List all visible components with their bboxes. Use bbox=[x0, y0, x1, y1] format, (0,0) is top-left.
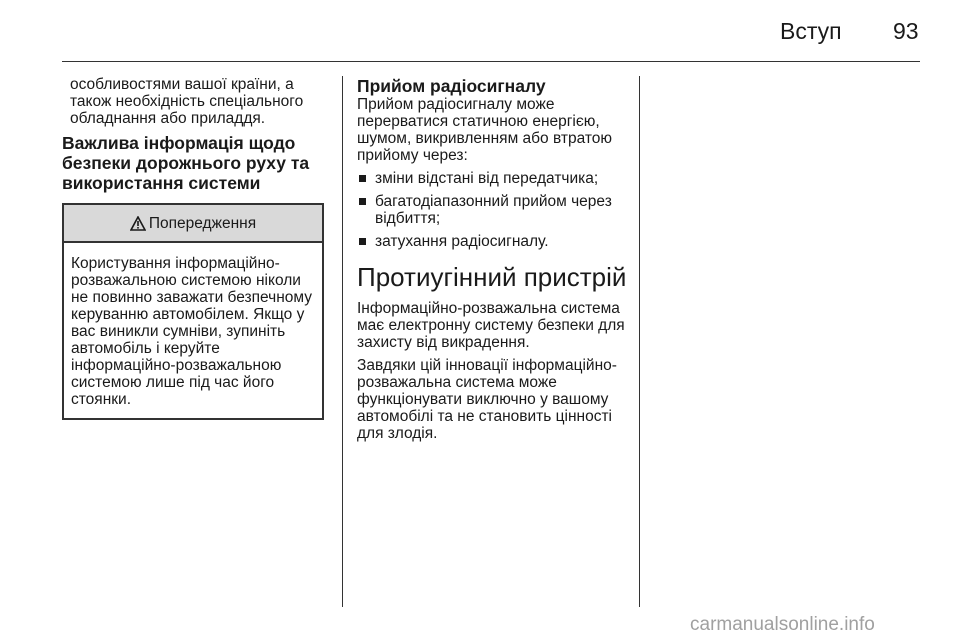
column-divider-right bbox=[639, 76, 640, 607]
warning-box bbox=[62, 203, 324, 420]
header-divider bbox=[62, 61, 920, 62]
square-bullet-icon bbox=[359, 238, 366, 245]
warning-text: Користування інформаційно-розважальною системою ніколи не повинно заважати безпечному керуванню автомобілем. Якщо у вас виникли сумніви, зупиніть автомобіль і керуйте інформаційно-розважальною системою лише під час його стоянки. bbox=[71, 255, 312, 408]
list-item: багатодіапазонний прийом через відбиття; bbox=[357, 193, 637, 227]
watermark: carmanualsonline.info bbox=[690, 614, 875, 635]
list-item: затухання радіосигналу. bbox=[357, 233, 637, 250]
anti-theft-paragraph-2: Завдяки цій інновації інформаційно-розважальна система може функціонувати виключно у вашому автомобілі та не становить цінності для злодія. bbox=[357, 357, 617, 442]
left-column bbox=[62, 76, 332, 420]
radio-paragraph: Прийом радіосигналу може перерватися статичною енергією, шумом, викривленням або втратою прийому через: bbox=[357, 96, 613, 164]
warning-title: Попередження bbox=[148, 214, 257, 232]
safety-heading: Важлива інформація щодо безпеки дорожнього руху та використання системи bbox=[62, 133, 310, 193]
list-item: зміни відстані від передатчика; bbox=[357, 170, 637, 187]
middle-column bbox=[357, 76, 637, 448]
warning-header bbox=[64, 205, 322, 243]
anti-theft-heading: Протиугінний пристрій bbox=[357, 262, 627, 292]
column-divider-left bbox=[342, 76, 343, 607]
radio-heading: Прийом радіосигналу bbox=[357, 76, 546, 96]
reception-list bbox=[357, 170, 637, 250]
square-bullet-icon bbox=[359, 198, 366, 205]
warning-triangle-icon bbox=[130, 216, 146, 231]
section-title: Вступ bbox=[780, 18, 842, 44]
intro-paragraph: особливостями вашої країни, а також необхідність спеціального обладнання або приладдя. bbox=[70, 76, 304, 127]
anti-theft-paragraph-1: Інформаційно-розважальна система має електронну систему безпеки для захисту від викрадення. bbox=[357, 300, 625, 351]
square-bullet-icon bbox=[359, 175, 366, 182]
page-number: 93 bbox=[893, 18, 919, 44]
